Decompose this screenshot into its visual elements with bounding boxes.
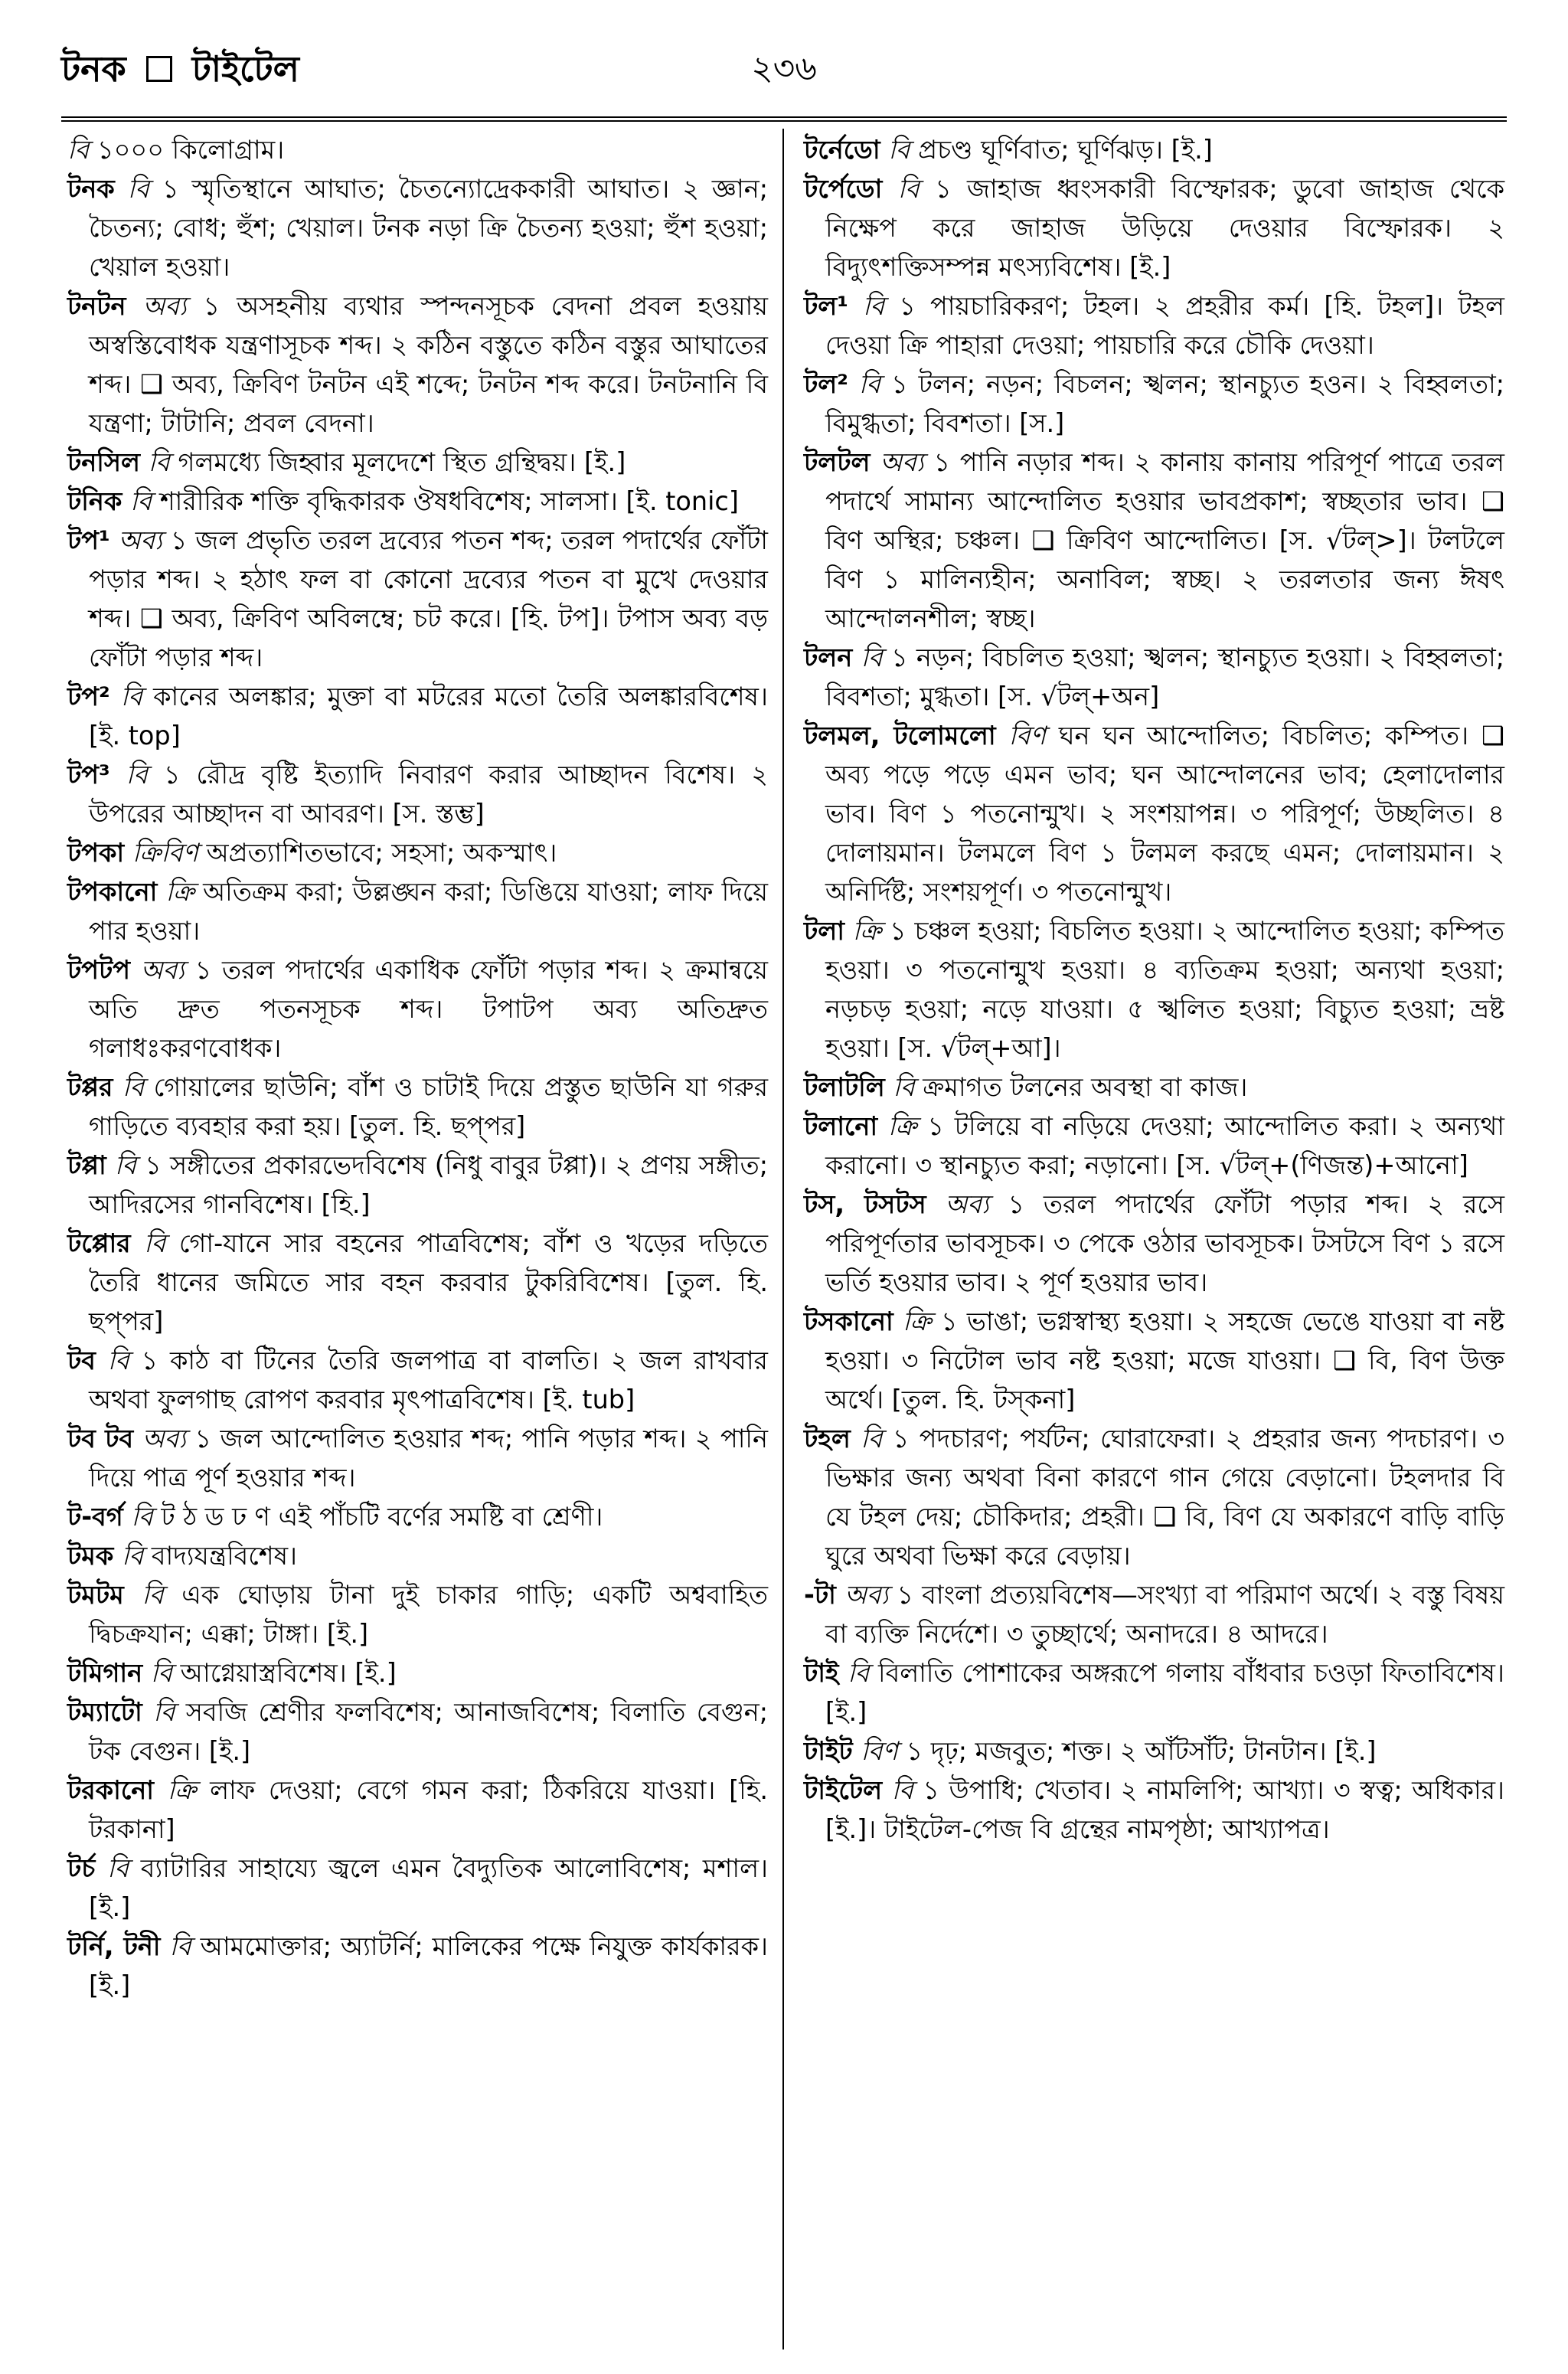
entry-part-of-speech: ক্রি <box>902 1306 932 1336</box>
entry-definition: এক ঘোড়ায় টানা দুই চাকার গাড়ি; একটি অশ্ববাহিত দ্বিচক্রযান; এক্কা; টাঙ্গা। [ই.] <box>89 1580 769 1649</box>
entry-headword: টস, টসটস <box>804 1189 926 1219</box>
entry-headword: টনক <box>67 174 115 204</box>
dictionary-entry <box>804 443 1504 638</box>
entry-part-of-speech: অব্য <box>142 1424 186 1454</box>
entry-definition: ক্রমাগত টলনের অবস্থা বা কাজ। <box>923 1072 1248 1102</box>
entry-part-of-speech: বি <box>153 1697 175 1727</box>
entry-definition: গলমধ্যে জিহ্বার মূলদেশে স্থিত গ্রন্থিদ্বয়। [ই.] <box>178 447 626 477</box>
entry-headword: টপ্পা <box>67 1150 106 1180</box>
entry-definition: ১ পায়চারিকরণ; টহল। ২ প্রহরীর কর্ম। [হি. টহল]। টহল দেওয়া ক্রি পাহারা দেওয়া; পায়চারি করে চৌকি দেওয়া। <box>825 291 1505 360</box>
entry-definition: ১ চঞ্চল হওয়া; বিচলিত হওয়া। ২ আন্দোলিত হওয়া; কম্পিত হওয়া। ৩ পতনোন্মুখ হওয়া। ৪ ব্যতিক্রম হওয়া; অন্যথা হওয়া; নড়চড় হওয়া; নড়ে যাওয়া। ৫ স্খলিত হওয়া; বিচ্যুত হওয়া; ভ্রষ্ট হওয়া। [স. √টল্+আ]। <box>825 916 1504 1063</box>
entry-headword: টলানো <box>804 1111 878 1141</box>
dictionary-entry <box>804 1771 1504 1849</box>
dictionary-entry <box>67 1224 768 1341</box>
entry-definition: ১ ভাঙা; ভগ্নস্বাস্থ্য হওয়া। ২ সহজে ভেঙে যাওয়া বা নষ্ট হওয়া। ৩ নিটোল ভাব নষ্ট হওয়া; মজে যাওয়া। ❑ বি, বিণ উক্ত অর্থে। [তুল. হি. টস্‌কনা] <box>825 1306 1505 1414</box>
dictionary-entry <box>804 1107 1504 1185</box>
entry-headword: টনিক <box>67 486 122 516</box>
entry-definition: অপ্রত্যাশিতভাবে; সহসা; অকস্মাৎ। <box>206 838 557 868</box>
header-rule <box>61 116 1507 122</box>
entry-headword: টনটন <box>67 291 126 321</box>
dictionary-entry <box>67 482 768 521</box>
entry-headword: টাই <box>804 1658 839 1688</box>
dictionary-entry <box>67 286 768 443</box>
guide-word-last: টাইটেল <box>191 48 299 90</box>
entry-headword: টমটম <box>67 1580 124 1610</box>
entry-definition: ১ সঙ্গীতের প্রকারভেদবিশেষ (নিধু বাবুর টপ্পা)। ২ প্রণয় সঙ্গীত; আদিরসের গানবিশেষ। [হি.] <box>89 1150 769 1219</box>
entry-headword: টলটল <box>804 447 871 477</box>
entry-part-of-speech: বি <box>144 1228 166 1258</box>
entry-headword: -টা <box>804 1580 836 1610</box>
entry-part-of-speech: বি <box>107 1346 129 1375</box>
entry-definition: ১ জাহাজ ধ্বংসকারী বিস্ফোরক; ডুবো জাহাজ থেকে নিক্ষেপ করে জাহাজ উড়িয়ে দেওয়ার বিস্ফোরক। ২ বিদ্যুৎশক্তিসম্পন্ন মৎস্যবিশেষ। [ই.] <box>825 174 1505 282</box>
dictionary-entry <box>67 521 768 677</box>
dictionary-entry <box>67 872 768 950</box>
dictionary-entry <box>804 1185 1504 1302</box>
dictionary-entry <box>67 677 768 755</box>
entry-part-of-speech: বি <box>106 1853 129 1883</box>
dictionary-entry <box>804 365 1504 443</box>
entry-definition: ১ তরল পদার্থের একাধিক ফোঁটা পড়ার শব্দ। ২ ক্রমান্বয়ে অতি দ্রুত পতনসূচক শব্দ। টপাটপ অব্য অতিদ্রুত গলাধঃকরণবোধক। <box>89 955 768 1063</box>
entry-definition: ১ দৃঢ়; মজবুত; শক্ত। ২ আঁটসাঁট; টানটান। [ই.] <box>906 1736 1377 1766</box>
entry-headword: টপ্পোর <box>67 1228 131 1258</box>
entry-part-of-speech: বি <box>120 682 142 711</box>
entry-part-of-speech: বি <box>142 1580 164 1610</box>
dictionary-entry <box>804 169 1504 286</box>
dictionary-entry <box>67 1497 768 1536</box>
entry-headword: টপ¹ <box>67 525 110 555</box>
dictionary-entry <box>67 1341 768 1419</box>
dictionary-entry <box>804 911 1504 1068</box>
entry-headword: টমিগান <box>67 1658 143 1688</box>
entry-definition: প্রচণ্ড ঘূর্ণিবাত; ঘূর্ণিঝড়। [ই.] <box>918 135 1213 165</box>
entry-definition: ১ অসহনীয় ব্যথার স্পন্দনসূচক বেদনা প্রবল হওয়ায় অস্বস্তিবোধক যন্ত্রণাসূচক শব্দ। ২ কঠিন বস্তুতে কঠিন বস্তুর আঘাতের শব্দ। ❑ অব্য, ক্রিবিণ টনটন এই শব্দে; টনটন শব্দ করে। টনটনানি বি যন্ত্রণা; টাটানি; প্রবল বেদনা। <box>89 291 768 438</box>
entry-definition: ১ টলন; নড়ন; বিচলন; স্খলন; স্থানচ্যুত হওন। ২ বিহ্বলতা; বিমুগ্ধতা; বিবশতা। [স.] <box>825 369 1504 438</box>
dictionary-entry <box>804 1653 1504 1731</box>
entry-part-of-speech: বি <box>888 135 910 165</box>
entry-definition: ১ পদচারণ; পর্যটন; ঘোরাফেরা। ২ প্রহরার জন্য পদচারণ। ৩ ভিক্ষার জন্য অথবা বিনা কারণে গান গেয়ে বেড়ানো। টহলদার বি যে টহল দেয়; চৌকিদার; প্রহরী। ❑ বি, বিণ যে অকারণে বাড়ি বাড়ি ঘুরে অথবা ভিক্ষা করে বেড়ায়। <box>825 1424 1504 1571</box>
entry-part-of-speech: বি <box>131 1502 153 1532</box>
entry-headword: টনসিল <box>67 447 140 477</box>
entry-headword: টর্নেডো <box>804 135 880 165</box>
guide-word-first: টনক <box>61 48 126 90</box>
dictionary-entry <box>804 1419 1504 1575</box>
entry-definition: ১ নড়ন; বিচলিত হওয়া; স্খলন; স্থানচ্যুত হওয়া। ২ বিহ্বলতা; বিবশতা; মুগ্ধতা। [স. √টল্+অন] <box>825 643 1505 711</box>
dictionary-entry <box>67 1849 768 1927</box>
entry-headword: টল² <box>804 369 848 399</box>
entry-part-of-speech: বিণ <box>861 1736 898 1766</box>
entry-definition: লাফ দেওয়া; বেগে গমন করা; ঠিকরিয়ে যাওয়া। [হি. টরকানা] <box>89 1775 768 1844</box>
entry-definition: ব্যাটারির সাহায্যে জ্বলে এমন বৈদ্যুতিক আলোবিশেষ; মশাল। [ই.] <box>89 1853 769 1922</box>
dictionary-entry <box>804 1731 1504 1771</box>
dictionary-entry <box>67 833 768 872</box>
entry-part-of-speech: বি <box>848 1658 870 1688</box>
entry-headword: টলা <box>804 916 844 946</box>
entry-part-of-speech: বি <box>129 486 152 516</box>
entry-definition: সবজি শ্রেণীর ফলবিশেষ; আনাজবিশেষ; বিলাতি বেগুন; টক বেগুন। [ই.] <box>89 1697 768 1766</box>
entry-definition: ১ জল প্রভৃতি তরল দ্রব্যের পতন শব্দ; তরল পদার্থের ফোঁটা পড়ার শব্দ। ২ হঠাৎ ফল বা কোনো দ্রব্যের পতন বা মুখে দেওয়ার শব্দ। ❑ অব্য, ক্রিবিণ অবিলম্বে; চট করে। [হি. টপ]। টপাস অব্য বড় ফোঁটা পড়ার শব্দ। <box>89 525 769 672</box>
dictionary-entry <box>804 1575 1504 1653</box>
entry-headword: টম্যাটো <box>67 1697 142 1727</box>
dictionary-entry <box>67 169 768 286</box>
entry-headword: টর্চ <box>67 1853 96 1883</box>
dictionary-entry <box>804 286 1504 365</box>
dictionary-entry <box>67 1692 768 1771</box>
entry-definition: ১ উপাধি; খেতাব। ২ নামলিপি; আখ্যা। ৩ স্বত্ব; অধিকার। [ই.]। টাইটেল-পেজ বি গ্রন্থের নামপৃষ্ঠা; আখ্যাপত্র। <box>825 1775 1505 1844</box>
entry-headword: টমক <box>67 1541 114 1571</box>
entry-headword: ট-বর্গ <box>67 1502 123 1532</box>
entry-part-of-speech: অব্য <box>140 955 185 985</box>
entry-headword: টপ্পর <box>67 1072 113 1102</box>
page-number: ২৩৬ <box>751 49 817 88</box>
entry-part-of-speech: ক্রি <box>887 1111 917 1141</box>
entry-part-of-speech: বি <box>127 174 149 204</box>
entry-definition: বাদ্যযন্ত্রবিশেষ। <box>151 1541 298 1571</box>
entry-part-of-speech: অব্য <box>844 1580 889 1610</box>
entry-definition: গো-যানে সার বহনের পাত্রবিশেষ; বাঁশ ও খড়ের দড়িতে তৈরি ধানের জমিতে সার বহন করবার টুকরিবিশেষ। [তুল. হি. ছপ্‌পর] <box>89 1228 769 1336</box>
entry-part-of-speech: অব্য <box>945 1189 989 1219</box>
dictionary-entry <box>67 443 768 482</box>
entry-headword: টপকা <box>67 838 125 868</box>
entry-part-of-speech: বি <box>114 1150 137 1180</box>
entry-definition: কানের অলঙ্কার; মুক্তা বা মটরের মতো তৈরি অলঙ্কারবিশেষ। [ই. top] <box>89 682 768 750</box>
entry-headword: টরকানো <box>67 1775 155 1805</box>
entry-part-of-speech: ক্রিবিণ <box>132 838 198 868</box>
entry-definition: শারীরিক শক্তি বৃদ্ধিকারক ঔষধবিশেষ; সালসা। [ই. tonic] <box>159 486 739 516</box>
column-divider <box>782 129 784 2349</box>
entry-part-of-speech: ক্রি <box>852 916 882 946</box>
dictionary-entry <box>804 1302 1504 1419</box>
entry-headword: টলাটলি <box>804 1072 885 1102</box>
entry-headword: টাইট <box>804 1736 853 1766</box>
dictionary-entry <box>67 1575 768 1653</box>
entry-part-of-speech: বি <box>861 643 883 672</box>
dictionary-entry <box>804 1068 1504 1107</box>
entry-headword: টপ³ <box>67 760 110 790</box>
entry-part-of-speech: বি <box>861 1424 883 1454</box>
entry-part-of-speech: বি <box>891 1775 913 1805</box>
dictionary-entry <box>804 716 1504 911</box>
entry-definition: ১০০০ কিলোগ্রাম। <box>96 135 285 165</box>
entry-headword: টাইটেল <box>804 1775 883 1805</box>
entry-part-of-speech: বি <box>148 447 170 477</box>
entry-part-of-speech: বি <box>150 1658 172 1688</box>
entry-part-of-speech: বি <box>862 291 885 321</box>
dictionary-entry <box>67 1653 768 1692</box>
entry-headword: টল¹ <box>804 291 848 321</box>
entry-definition: ১ কাঠ বা টিনের তৈরি জলপাত্র বা বালতি। ২ জল রাখবার অথবা ফুলগাছ রোপণ করবার মৃৎপাত্রবিশেষ। [ই. tub] <box>89 1346 768 1414</box>
dictionary-entry <box>804 130 1504 169</box>
entry-headword: টর্পেডো <box>804 174 883 204</box>
entry-headword: টপ² <box>67 682 110 711</box>
entry-definition: ১ রৌদ্র বৃষ্টি ইত্যাদি নিবারণ করার আচ্ছাদন বিশেষ। ২ উপরের আচ্ছাদন বা আবরণ। [স. স্তম্ভ] <box>89 760 768 829</box>
entry-part-of-speech: বি <box>121 1541 144 1571</box>
entry-part-of-speech: বি <box>897 174 920 204</box>
right-column <box>804 130 1504 1849</box>
entry-definition: ট ঠ ড ঢ ণ এই পাঁচটি বর্ণের সমষ্টি বা শ্রেণী। <box>161 1502 603 1532</box>
entry-definition: অতিক্রম করা; উল্লঙ্ঘন করা; ডিঙিয়ে যাওয়া; লাফ দিয়ে পার হওয়া। <box>89 877 768 946</box>
entry-definition: ১ জল আন্দোলিত হওয়ার শব্দ; পানি পড়ার শব্দ। ২ পানি দিয়ে পাত্র পূর্ণ হওয়ার শব্দ। <box>89 1424 769 1493</box>
entry-headword: টহল <box>804 1424 851 1454</box>
entry-part-of-speech: বি <box>169 1931 191 1961</box>
entry-part-of-speech: বি <box>122 1072 145 1102</box>
entry-definition: ১ টলিয়ে বা নড়িয়ে দেওয়া; আন্দোলিত করা। ২ অন্যথা করানো। ৩ স্থানচ্যুত করা; নড়ানো। [স. √টল্+(ণিজন্ত)+আনো] <box>825 1111 1504 1180</box>
page-header <box>61 23 1507 115</box>
entry-definition: ১ বাংলা প্রত্যয়বিশেষ—সংখ্যা বা পরিমাণ অর্থে। ২ বস্তু বিষয় বা ব্যক্তি নির্দেশে। ৩ তুচ্ছার্থে; অনাদরে। ৪ আদরে। <box>825 1580 1504 1649</box>
entry-part-of-speech: ক্রি <box>167 1775 197 1805</box>
entry-part-of-speech: বি <box>858 369 881 399</box>
dictionary-entry <box>67 950 768 1068</box>
dictionary-entry <box>67 1419 768 1497</box>
entry-definition: আমমোক্তার; অ্যাটর্নি; মালিকের পক্ষে নিযুক্ত কার্যকারক। [ই.] <box>89 1931 768 2000</box>
entry-definition: আগ্নেয়াস্ত্রবিশেষ। [ই.] <box>180 1658 397 1688</box>
entry-headword: টলন <box>804 643 853 672</box>
dictionary-entry <box>804 638 1504 716</box>
entry-part-of-speech: বিণ <box>1008 721 1046 750</box>
dictionary-entry <box>67 755 768 833</box>
entry-definition: ১ পানি নড়ার শব্দ। ২ কানায় কানায় পরিপূর্ণ পাত্রে তরল পদার্থে সামান্য আন্দোলিত হওয়ার ভাবপ্রকাশ; স্বচ্ছতার ভাব। ❑ বিণ অস্থির; চঞ্চল। ❑ ক্রিবিণ আন্দোলিত। [স. √টল্>]। টলটলে বিণ ১ মালিন্যহীন; অনাবিল; স্বচ্ছ। ২ তরলতার জন্য ঈষৎ আন্দোলনশীল; স্বচ্ছ। <box>825 447 1504 633</box>
dictionary-entry <box>67 1068 768 1146</box>
entry-definition: ঘন ঘন আন্দোলিত; বিচলিত; কম্পিত। ❑ অব্য পড়ে পড়ে এমন ভাব; ঘন আন্দোলনের ভাব; হেলাদোলার ভাব। বিণ ১ পতনোন্মুখ। ২ সংশয়াপন্ন। ৩ পরিপূর্ণ; উচ্ছলিত। ৪ দোলায়মান। টলমলে বিণ ১ টলমল করছে এমন; দোলায়মান। ২ অনির্দিষ্ট; সংশয়পূর্ণ। ৩ পতনোন্মুখ। <box>825 721 1504 907</box>
dictionary-entry <box>67 1146 768 1224</box>
entry-definition: গোয়ালের ছাউনি; বাঁশ ও চাটাই দিয়ে প্রস্তুত ছাউনি যা গরুর গাড়িতে ব্যবহার করা হয়। [তুল. হি. ছপ্‌পর] <box>89 1072 769 1141</box>
entry-headword: টসকানো <box>804 1306 893 1336</box>
entry-definition: ১ তরল পদার্থের ফোঁটা পড়ার শব্দ। ২ রসে পরিপূর্ণতার ভাবসূচক। ৩ পেকে ওঠার ভাবসূচক। টসটসে বিণ ১ রসে ভর্তি হওয়ার ভাব। ২ পূর্ণ হওয়ার ভাব। <box>825 1189 1504 1297</box>
entry-part-of-speech: বি <box>67 135 90 165</box>
left-column <box>67 130 768 2005</box>
entry-headword: টর্নি, টনী <box>67 1931 161 1961</box>
entry-headword: টব <box>67 1346 96 1375</box>
entry-definition: ১ স্মৃতিস্থানে আঘাত; চৈতন্যোদ্রেককারী আঘাত। ২ জ্ঞান; চৈতন্য; বোধ; হুঁশ; খেয়াল। টনক নড়া ক্রি চৈতন্য হওয়া; হুঁশ হওয়া; খেয়াল হওয়া। <box>89 174 768 282</box>
entry-part-of-speech: অব্য <box>880 447 924 477</box>
dictionary-entry <box>67 1927 768 2005</box>
dictionary-entry <box>67 130 768 169</box>
entry-headword: টপটপ <box>67 955 130 985</box>
dictionary-entry <box>67 1536 768 1575</box>
entry-part-of-speech: অব্য <box>118 525 162 555</box>
entry-headword: টব টব <box>67 1424 134 1454</box>
entry-headword: টপকানো <box>67 877 158 907</box>
entry-part-of-speech: অব্য <box>142 291 187 321</box>
entry-part-of-speech: বি <box>126 760 148 790</box>
dictionary-entry <box>67 1771 768 1849</box>
entry-part-of-speech: ক্রি <box>165 877 195 907</box>
entry-definition: বিলাতি পোশাকের অঙ্গরূপে গলায় বাঁধবার চওড়া ফিতাবিশেষ। [ই.] <box>825 1658 1504 1727</box>
entry-part-of-speech: বি <box>893 1072 915 1102</box>
entry-headword: টলমল, টলোমলো <box>804 721 996 750</box>
